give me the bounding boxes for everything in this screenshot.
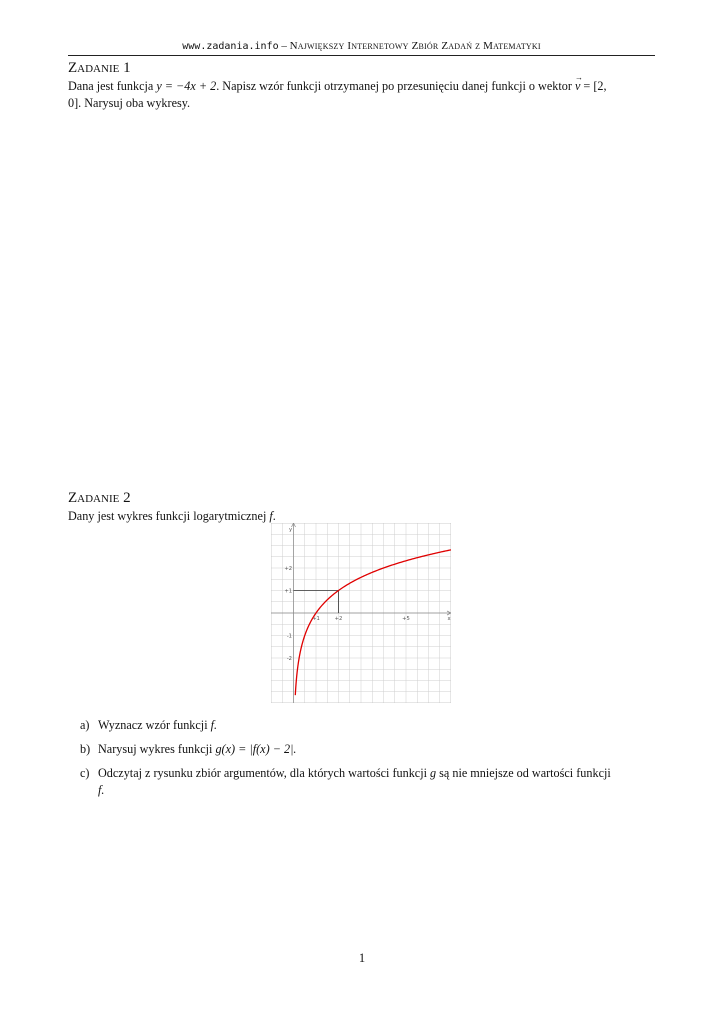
x-tick-label: +2	[334, 616, 343, 622]
x-axis-label: x	[447, 616, 451, 622]
item-text: Odczytaj z rysunku zbiór argumentów, dla których wartości funkcji	[98, 766, 431, 780]
item-label: b)	[80, 742, 91, 756]
item-text: Wyznacz wzór funkcji	[98, 718, 211, 732]
page-header	[68, 40, 655, 53]
item-var: g	[430, 766, 437, 780]
header-separator: –	[278, 40, 290, 52]
y-tick-label: +2	[284, 566, 292, 572]
y-axis-label: y	[288, 527, 293, 533]
x-tick-label: +1	[312, 616, 320, 622]
y-tick-label: -1	[286, 633, 292, 640]
y-tick-label: -2	[286, 656, 292, 662]
task2-item-c	[80, 765, 660, 798]
log-curve	[295, 550, 451, 695]
task1-text	[68, 73, 658, 111]
task1-text-3: 0]. Narysuj oba wykresy.	[68, 95, 191, 110]
task2-f: f	[269, 509, 273, 523]
item-text: Narysuj wykres funkcji	[98, 742, 216, 756]
vector-v	[574, 73, 583, 95]
task2-text-2: .	[272, 509, 276, 523]
x-tick-label: +5	[402, 616, 410, 622]
task1-text-2: . Napisz wzór funkcji otrzymanej po przesunięciu danej funkcji o wektor	[216, 79, 575, 93]
header-rule	[68, 55, 655, 56]
task2-title: Zadanie 2	[68, 490, 131, 506]
task2-item-a	[80, 717, 660, 734]
site-url: www.zadania.info	[182, 41, 279, 52]
task2-item-b	[80, 741, 660, 758]
task2-items	[80, 717, 660, 806]
item-formula: f.	[98, 782, 105, 797]
log-function-graph	[271, 523, 451, 703]
item-formula: g(x) = |f(x) − 2|.	[215, 742, 297, 756]
y-tick-label: +1	[284, 588, 292, 595]
item-label: a)	[80, 718, 90, 732]
task2-text-1: Dany jest wykres funkcji logarytmicznej	[68, 509, 270, 523]
task1-formula: y = −4x + 2	[156, 79, 217, 93]
vector-value: = [2,	[580, 79, 607, 93]
vector-name: v	[574, 79, 581, 93]
item-formula: f.	[210, 718, 218, 732]
vector-arrow: →	[574, 73, 583, 82]
task1-title: Zadanie 1	[68, 60, 131, 76]
header-title: Największy Internetowy Zbiór Zadań z Matematyki	[289, 40, 541, 52]
item-text-2: są nie mniejsze od wartości funkcji	[436, 766, 611, 780]
graph-labels	[284, 527, 450, 662]
task1-text-1: Dana jest funkcja	[68, 79, 157, 93]
page-number: 1	[358, 951, 366, 965]
item-label: c)	[80, 766, 90, 780]
